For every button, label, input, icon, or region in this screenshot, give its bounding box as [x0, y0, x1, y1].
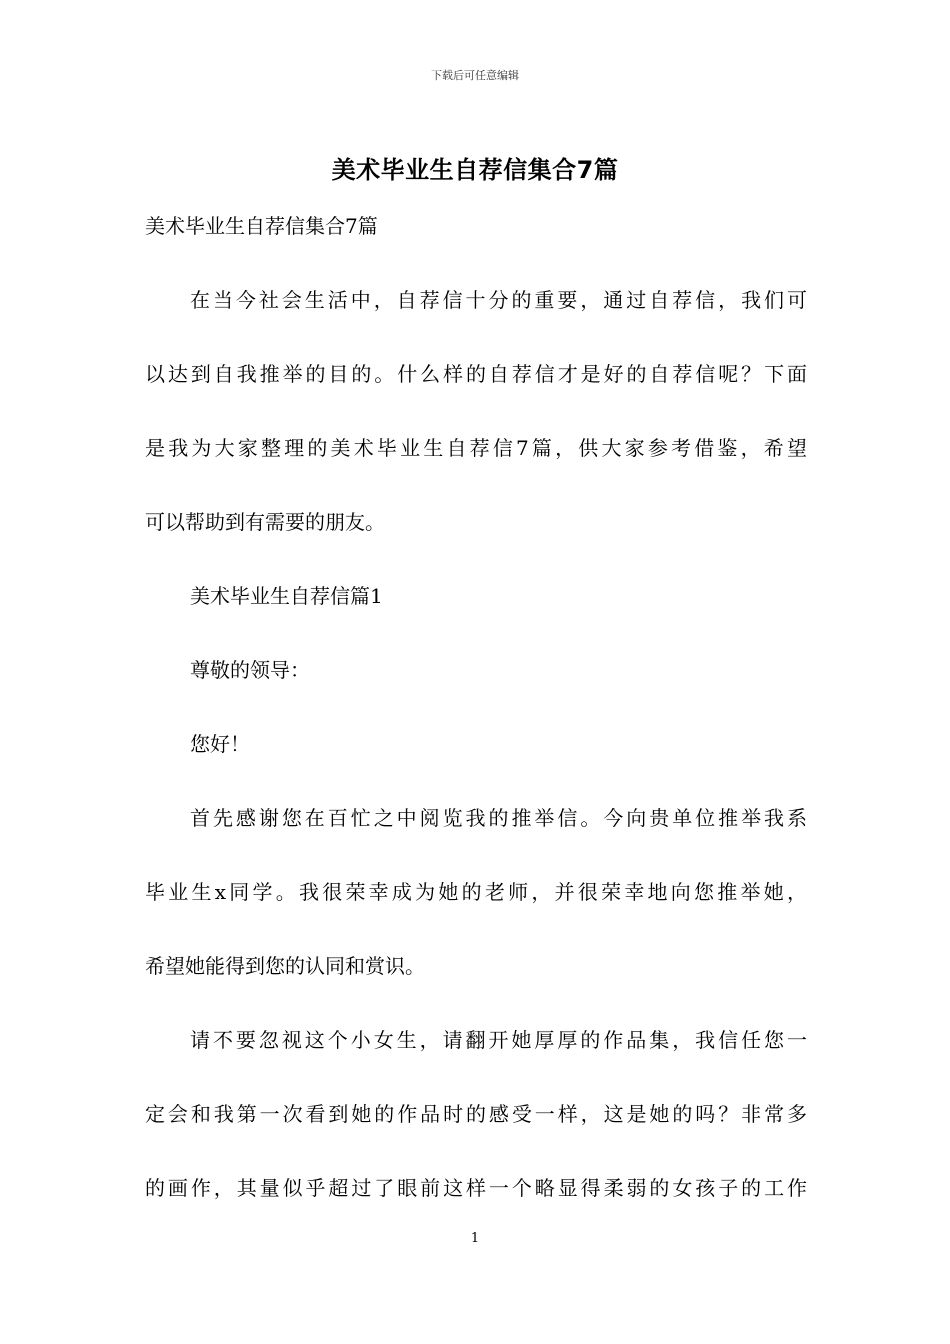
document-title: 美术毕业生自荐信集合7篇 [331, 156, 619, 184]
paragraph-line: 是我为大家整理的美术毕业生自荐信7篇，供大家参考借鉴，希望 [145, 436, 807, 460]
subtitle-line: 美术毕业生自荐信集合7篇 [145, 214, 378, 238]
page-header-note: 下载后可任意编辑 [431, 69, 519, 82]
paragraph-line: 希望她能得到您的认同和赏识。 [145, 954, 425, 978]
paragraph-line: 毕业生x同学。我很荣幸成为她的老师，并很荣幸地向您推举她， [145, 880, 807, 904]
paragraph-line: 可以帮助到有需要的朋友。 [145, 510, 385, 534]
paragraph-line: 在当今社会生活中，自荐信十分的重要，通过自荐信，我们可 [190, 288, 807, 312]
salutation: 尊敬的领导： [190, 658, 310, 682]
page-number: 1 [470, 1231, 480, 1246]
section-heading: 美术毕业生自荐信篇1 [190, 584, 383, 608]
paragraph-line: 请不要忽视这个小女生，请翻开她厚厚的作品集，我信任您一 [190, 1028, 807, 1052]
paragraph-line: 的画作，其量似乎超过了眼前这样一个略显得柔弱的女孩子的工作 [145, 1176, 807, 1200]
greeting: 您好！ [190, 732, 250, 756]
paragraph-line: 定会和我第一次看到她的作品时的感受一样，这是她的吗？非常多 [145, 1102, 807, 1126]
paragraph-line: 以达到自我推举的目的。什么样的自荐信才是好的自荐信呢？下面 [145, 362, 807, 386]
paragraph-line: 首先感谢您在百忙之中阅览我的推举信。今向贵单位推举我系 [190, 806, 807, 830]
